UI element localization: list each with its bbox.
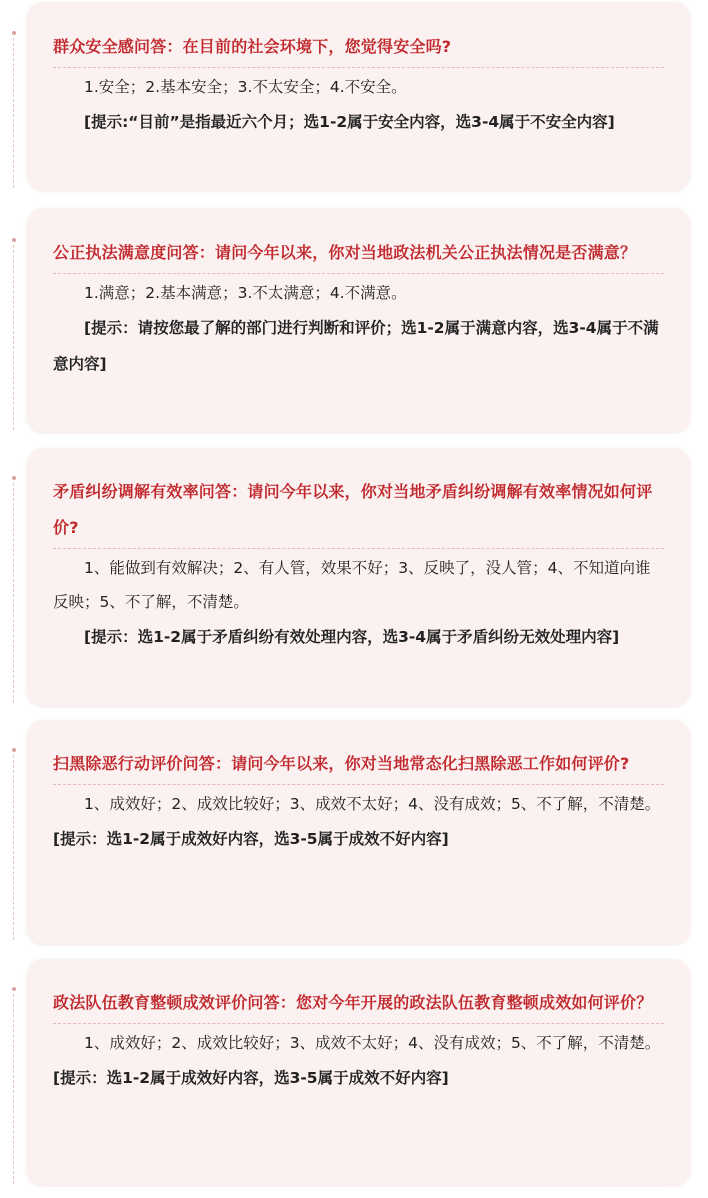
dashed-divider (53, 273, 664, 274)
section-marker-dot (12, 987, 16, 991)
answer-hint: [提示：选1-2属于矛盾纠纷有效处理内容，选3-4属于矛盾纠纷无效处理内容] (84, 628, 620, 646)
question-title: 政法队伍教育整顿成效评价问答：您对今年开展的政法队伍教育整顿成效如何评价？ (53, 993, 653, 1012)
question-title: 群众安全感问答：在目前的社会环境下，您觉得安全吗? (53, 37, 452, 56)
answer-options: 1.满意；2.基本满意；3.不太满意；4.不满意。 (84, 284, 407, 302)
question-card-law-enforcement (27, 208, 690, 432)
section-marker-line (13, 245, 14, 430)
question-title: 公正执法满意度问答：请问今年以来，你对当地政法机关公正执法情况是否满意？ (53, 243, 637, 262)
answer-options: 1.安全；2.基本安全；3.不太安全；4.不安全。 (84, 78, 407, 96)
section-marker-dot (12, 238, 16, 242)
dashed-divider (53, 67, 664, 68)
dashed-divider (53, 548, 664, 549)
dashed-divider (53, 784, 664, 785)
section-marker-line (13, 994, 14, 1184)
answer-hint: [提示:“目前”是指最近六个月；选1-2属于安全内容，选3-4属于不安全内容] (84, 113, 615, 131)
question-card-team-rectification (27, 959, 690, 1185)
answer-options: 1、成效好；2、成效比较好；3、成效不太好；4、没有成效；5、不了解，不清楚。 (84, 795, 661, 813)
answer-options: 1、成效好；2、成效比较好；3、成效不太好；4、没有成效；5、不了解，不清楚。 (84, 1034, 661, 1052)
question-card-safety (27, 2, 690, 190)
question-card-dispute-mediation (27, 448, 690, 706)
section-marker-dot (12, 476, 16, 480)
answer-hint: [提示：请按您最了解的部门进行判断和评价；选1-2属于满意内容，选3-4属于不满意内容] (53, 319, 659, 373)
answer-hint: [提示：选1-2属于成效好内容，选3-5属于成效不好内容] (53, 1069, 449, 1087)
section-marker-dot (12, 31, 16, 35)
answer-options: 1、能做到有效解决；2、有人管，效果不好；3、反映了，没人管；4、不知道向谁反映；5、不了解，不清楚。 (53, 559, 651, 611)
section-marker-line (13, 755, 14, 940)
answer-hint: [提示：选1-2属于成效好内容，选3-5属于成效不好内容] (53, 830, 449, 848)
section-marker-line (13, 483, 14, 703)
dashed-divider (53, 1023, 664, 1024)
question-card-anti-crime (27, 720, 690, 944)
section-marker-dot (12, 748, 16, 752)
question-title: 扫黑除恶行动评价问答：请问今年以来，你对当地常态化扫黑除恶工作如何评价? (53, 754, 630, 773)
section-marker-line (13, 38, 14, 188)
question-title: 矛盾纠纷调解有效率问答：请问今年以来，你对当地矛盾纠纷调解有效率情况如何评价? (53, 482, 653, 537)
